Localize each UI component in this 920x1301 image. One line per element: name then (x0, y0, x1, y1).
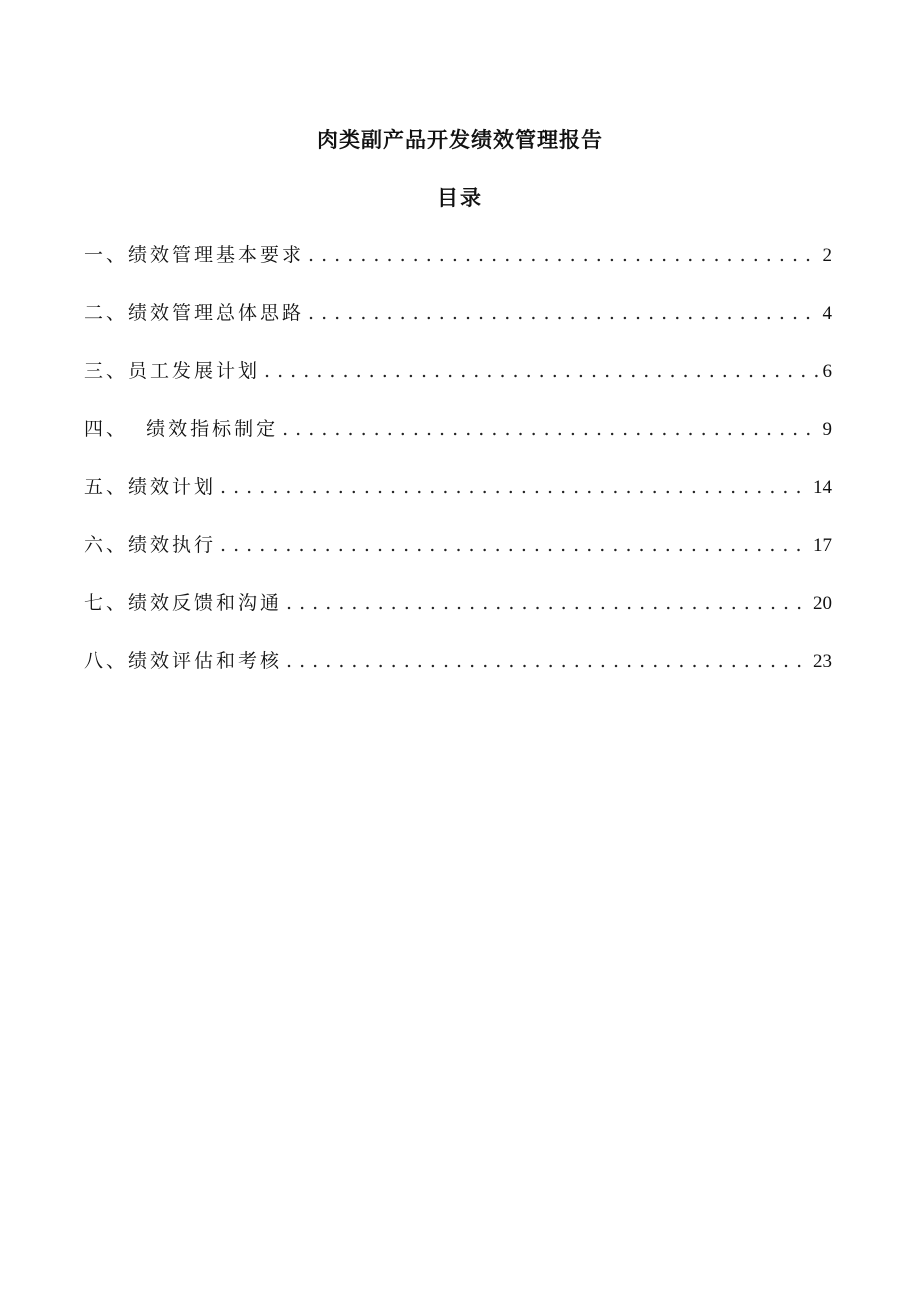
toc-dot-leader (286, 592, 809, 614)
toc-entry-page: 4 (822, 303, 832, 324)
toc-entry-8[interactable] (84, 646, 832, 704)
table-of-contents (84, 240, 832, 704)
toc-entry-page: 17 (813, 535, 832, 556)
toc-entry-label: 一、绩效管理基本要求 (84, 244, 305, 266)
toc-entry-page: 6 (822, 361, 832, 382)
toc-dot-leader (220, 534, 809, 556)
document-title: 肉类副产品开发绩效管理报告 (317, 128, 603, 152)
toc-entry-4[interactable] (84, 414, 832, 472)
toc-entry-5[interactable] (84, 472, 832, 530)
toc-entry-page: 14 (813, 477, 832, 498)
toc-entry-label: 五、绩效计划 (84, 476, 217, 498)
toc-entry-6[interactable] (84, 530, 832, 588)
toc-entry-page: 9 (822, 419, 832, 440)
toc-entry-page: 23 (813, 651, 832, 672)
toc-entry-1[interactable] (84, 240, 832, 298)
toc-dot-leader (282, 418, 818, 440)
toc-heading: 目录 (437, 186, 483, 210)
toc-entry-2[interactable] (84, 298, 832, 356)
toc-entry-label: 二、绩效管理总体思路 (84, 302, 305, 324)
toc-entry-page: 2 (822, 245, 832, 266)
toc-entry-page: 20 (813, 593, 832, 614)
toc-dot-leader (308, 244, 818, 266)
toc-dot-leader (286, 650, 809, 672)
toc-entry-label: 六、绩效执行 (84, 534, 217, 556)
toc-entry-label: 八、绩效评估和考核 (84, 650, 283, 672)
toc-dot-leader (220, 476, 809, 498)
toc-entry-label: 四、 绩效指标制定 (84, 418, 279, 440)
toc-entry-label: 三、员工发展计划 (84, 360, 261, 382)
toc-entry-label: 七、绩效反馈和沟通 (84, 592, 283, 614)
toc-dot-leader (308, 302, 818, 324)
toc-entry-7[interactable] (84, 588, 832, 646)
toc-entry-3[interactable] (84, 356, 832, 414)
toc-dot-leader (264, 360, 818, 382)
